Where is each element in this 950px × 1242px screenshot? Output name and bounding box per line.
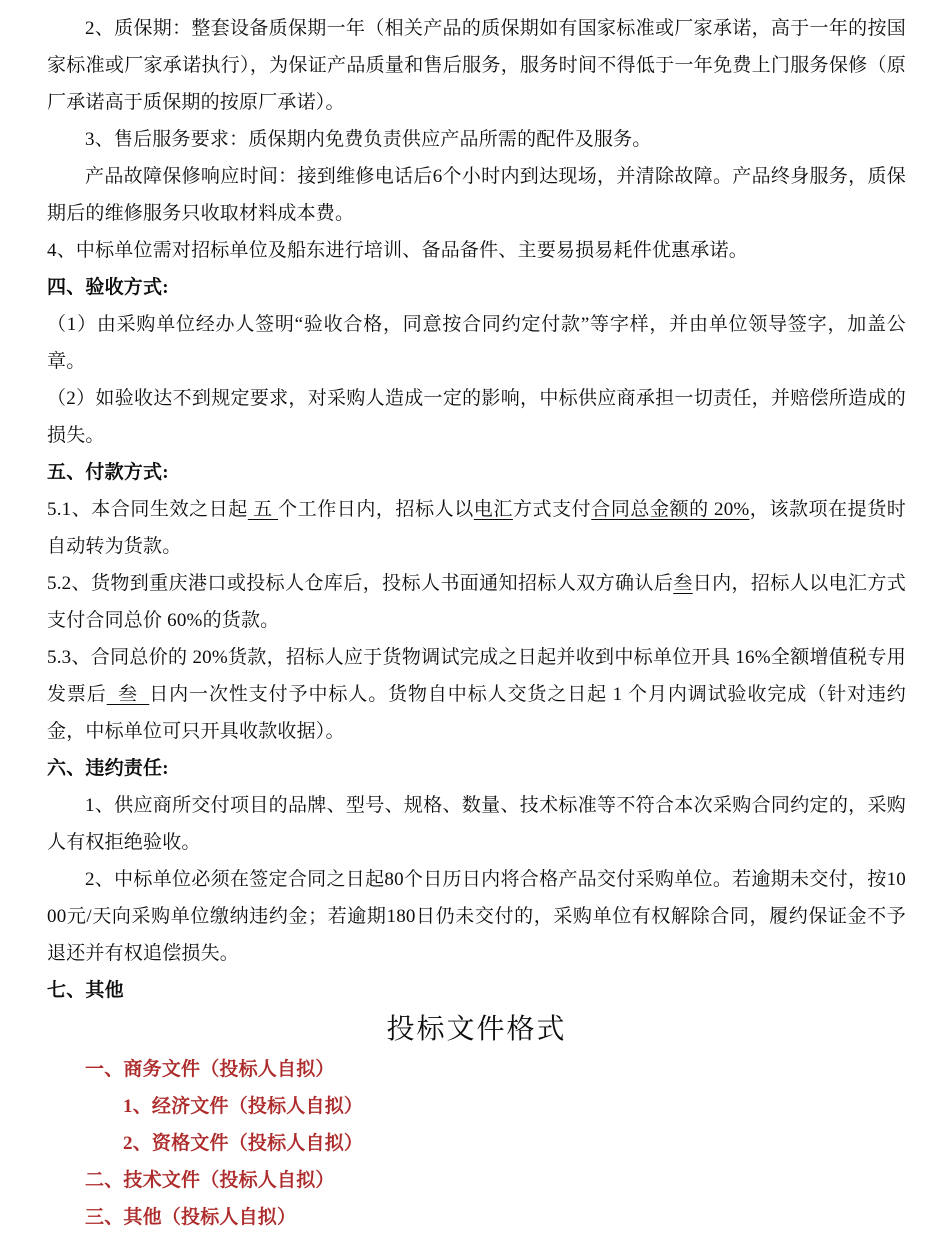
text-run: 4、中标单位需对招标单位及船东进行培训、备品备件、主要易损易耗件优惠承诺。 bbox=[47, 240, 748, 261]
text-run: 日内一次性支付予中标人。货物自中标人交货之日起 1 个月内调试验收完成（针对违约金，中标单位可只开具收款收据）。 bbox=[47, 684, 906, 742]
text-run: 日内，招标人以电汇方式支付合同总价 60%的货款。 bbox=[47, 573, 907, 631]
section-7-other-heading bbox=[47, 972, 906, 1009]
text-run: 一、商务文件（投标人自拟） bbox=[85, 1059, 335, 1080]
red-item-1-1-economic-documents bbox=[123, 1088, 906, 1125]
text-run: 产品故障保修响应时间：接到维修电话后6个小时内到达现场，并清除故障。产品终身服务，质保期后的维修服务只收取材料成本费。 bbox=[47, 166, 906, 224]
red-item-1-commercial-documents bbox=[85, 1051, 906, 1088]
section-5-payment-heading bbox=[47, 454, 906, 491]
text-run: 七、其他 bbox=[47, 980, 124, 1001]
clause-breach-2 bbox=[47, 861, 906, 972]
red-item-3-other bbox=[85, 1199, 906, 1236]
clause-5-2-delivery-payment bbox=[47, 565, 906, 639]
text-run: （1）由采购单位经办人签明“验收合格，同意按合同约定付款”等字样，并由单位领导签字，加盖公章。 bbox=[47, 314, 906, 372]
text-run: 2、质保期：整套设备质保期一年（相关产品的质保期如有国家标准或厂家承诺，高于一年的按国家标准或厂家承诺执行），为保证产品质量和售后服务，服务时间不得低于一年免费上门服务保修（原厂承诺高于质保期的按原厂承诺）。 bbox=[47, 18, 906, 113]
text-run: 5.3、合同总价的 20%货款，招标人应于货物调试完成之日起并收到中标单位开具 16%全额增值税专用发票后 bbox=[47, 647, 906, 705]
section-4-acceptance-heading bbox=[47, 269, 906, 306]
text-run: 5.1、本合同生效之日起 bbox=[47, 499, 248, 520]
text-run: 5.2、货物到重庆港口或投标人仓库后，投标人书面通知招标人双方确认后 bbox=[47, 573, 674, 594]
text-run: 个工作日内，招标人以 bbox=[278, 499, 474, 520]
text-run: 投标文件格式 bbox=[386, 1014, 567, 1045]
clause-acceptance-1 bbox=[47, 306, 906, 380]
text-run: 四、验收方式: bbox=[47, 277, 169, 298]
bid-document-format-title bbox=[47, 1009, 906, 1051]
underlined-fill-in: 合同总金额的 20% bbox=[591, 499, 750, 520]
clause-breach-1 bbox=[47, 787, 906, 861]
text-run: 五、付款方式: bbox=[47, 462, 169, 483]
text-run: 六、违约责任: bbox=[47, 758, 169, 779]
clause-acceptance-2 bbox=[47, 380, 906, 454]
text-run: 方式支付 bbox=[512, 499, 592, 520]
underlined-fill-in: 五 bbox=[247, 499, 279, 520]
clause-5-1-advance-payment bbox=[47, 491, 906, 565]
red-item-2-technical-documents bbox=[85, 1162, 906, 1199]
red-item-1-2-qualification-documents bbox=[123, 1125, 906, 1162]
underlined-fill-in: 电汇 bbox=[473, 499, 513, 520]
text-run: 1、经济文件（投标人自拟） bbox=[123, 1096, 364, 1117]
clause-2-warranty-period bbox=[47, 10, 906, 121]
text-run: 3、售后服务要求：质保期内免费负责供应产品所需的配件及服务。 bbox=[85, 129, 652, 150]
text-run: 2、中标单位必须在签定合同之日起80个日历日内将合格产品交付采购单位。若逾期未交付，按1000元/天向采购单位缴纳违约金；若逾期180日仍未交付的，采购单位有权解除合同，履约保证金不予退还并有权追偿损失。 bbox=[47, 869, 906, 964]
text-run: （2）如验收达不到规定要求，对采购人造成一定的影响，中标供应商承担一切责任，并赔偿所造成的损失。 bbox=[47, 388, 906, 446]
text-run: 2、资格文件（投标人自拟） bbox=[123, 1133, 364, 1154]
clause-3-after-sales-requirement bbox=[47, 121, 906, 158]
section-6-breach-heading bbox=[47, 750, 906, 787]
underlined-fill-in: 叁 bbox=[106, 684, 150, 705]
text-run: 1、供应商所交付项目的品牌、型号、规格、数量、技术标准等不符合本次采购合同约定的，采购人有权拒绝验收。 bbox=[47, 795, 906, 853]
text-run: 三、其他（投标人自拟） bbox=[85, 1207, 297, 1228]
clause-repair-response-time bbox=[47, 158, 906, 232]
text-run: 二、技术文件（投标人自拟） bbox=[85, 1170, 335, 1191]
text-run: ，该款项在提货时自动转为货款。 bbox=[47, 499, 907, 557]
clause-4-training-commitment bbox=[47, 232, 906, 269]
clause-5-3-final-payment bbox=[47, 639, 906, 750]
underlined-fill-in: 叁 bbox=[673, 573, 693, 594]
